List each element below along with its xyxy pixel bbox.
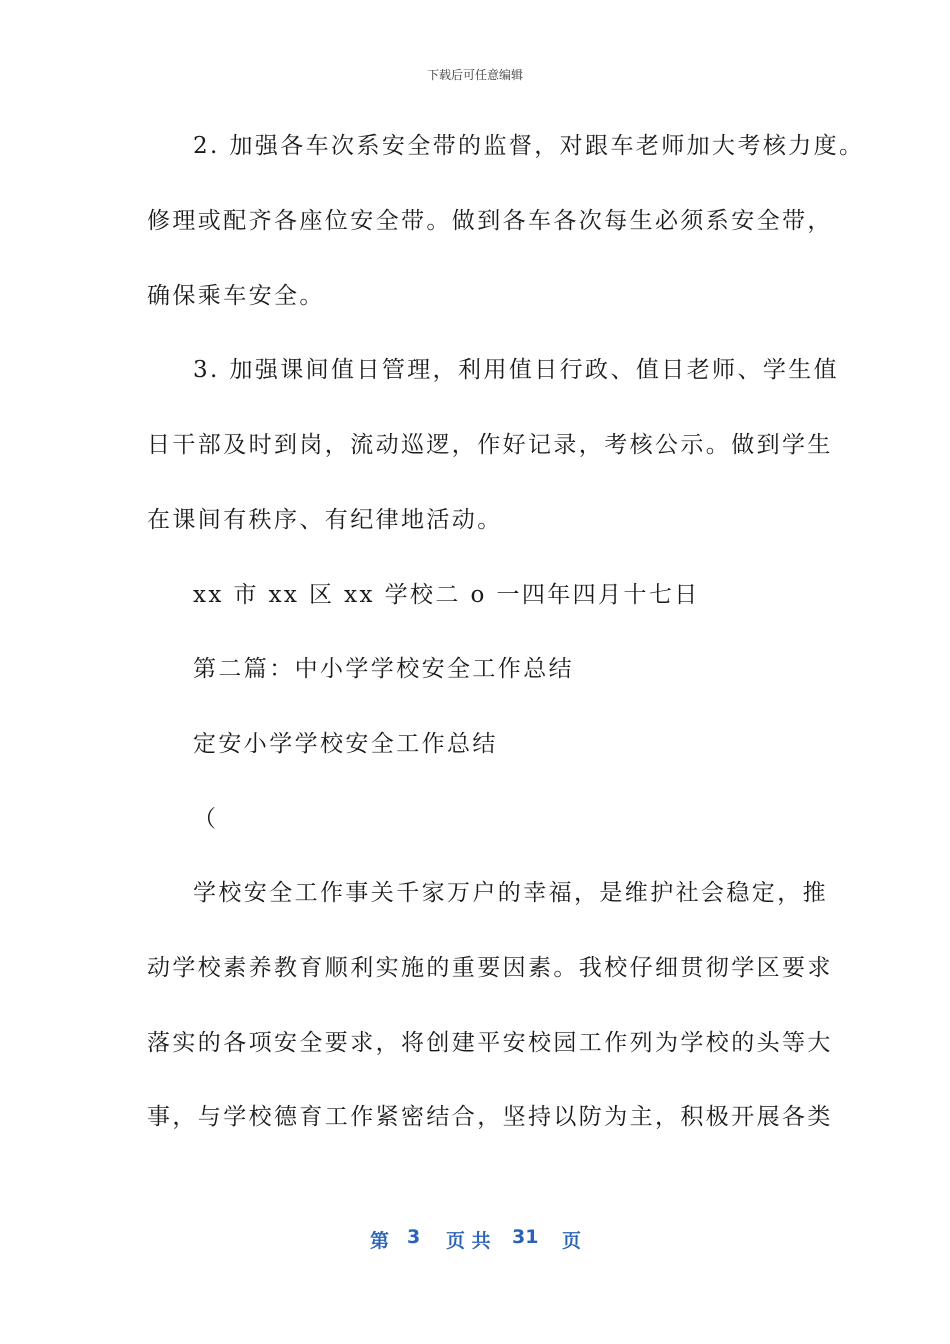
body-line-1: 2. 加强各车次系安全带的监督，对跟车老师加大考核力度。: [193, 133, 865, 159]
section-subtitle: 定安小学学校安全工作总结: [193, 731, 498, 757]
body-line-11: 学校安全工作事关千家万户的幸福，是维护社会稳定，推: [193, 880, 828, 906]
body-line-10: （: [193, 806, 219, 832]
body-line-4: 3. 加强课间值日管理，利用值日行政、值日老师、学生值: [193, 357, 840, 383]
body-line-12: 动学校素养教育顺利实施的重要因素。我校仔细贯彻学区要求: [147, 955, 833, 981]
body-line-3: 确保乘车安全。: [147, 283, 325, 309]
body-line-14: 事，与学校德育工作紧密结合，坚持以防为主，积极开展各类: [147, 1104, 833, 1130]
footer-page-number: 3: [407, 1226, 421, 1248]
footer-suffix: 页: [562, 1230, 582, 1252]
body-line-6: 在课间有秩序、有纪律地活动。: [147, 507, 503, 533]
page-footer: [0, 1226, 950, 1250]
footer-total-pages: 31: [512, 1226, 539, 1248]
footer-prefix: 第: [370, 1230, 390, 1252]
header-note: 下载后可任意编辑: [426, 68, 523, 82]
body-line-2: 修理或配齐各座位安全带。做到各车各次每生必须系安全带，: [147, 208, 833, 234]
body-line-13: 落实的各项安全要求，将创建平安校园工作列为学校的头等大: [147, 1030, 833, 1056]
section-heading: 第二篇：中小学学校安全工作总结: [193, 656, 574, 682]
body-line-5: 日干部及时到岗，流动巡逻，作好记录，考核公示。做到学生: [147, 432, 833, 458]
footer-mid: 页 共: [446, 1230, 491, 1252]
signature-date-line: xx 市 xx 区 xx 学校二 o 一四年四月十七日: [193, 582, 700, 608]
